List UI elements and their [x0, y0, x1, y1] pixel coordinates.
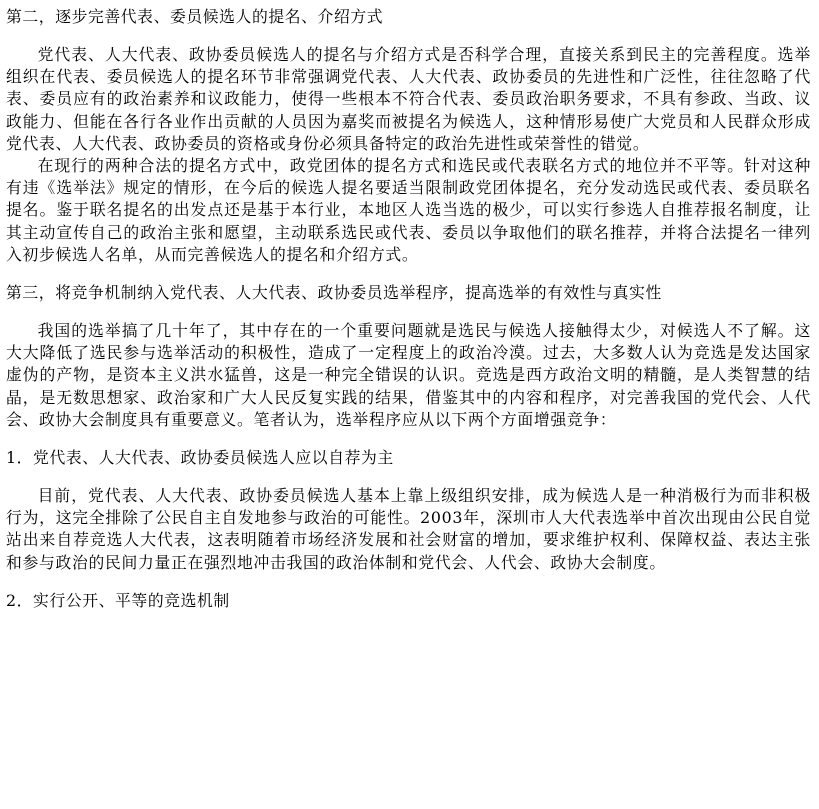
spacer — [6, 266, 811, 282]
spacer — [6, 304, 811, 320]
paragraph-2b: 在现行的两种合法的提名方式中，政党团体的提名方式和选民或代表联名方式的地位并不平等。针对这种有违《选举法》规定的情形，在今后的候选人提名要适当限制政党团体提名，充分发动选民或代表、委员联名提名。鉴于联名提名的出发点还是基于本行业，本地区人选当选的极少，可以实行参选人自推荐报名制度，让其主动宣传自己的政治主张和愿望，主动联系选民或代表、委员以争取他们的联名推荐，并将合法提名一律列入初步候选人名单，从而完善候选人的提名和介绍方式。 — [6, 156, 811, 264]
spacer — [6, 431, 811, 447]
section-heading-2: 第二，逐步完善代表、委员候选人的提名、介绍方式 — [6, 7, 384, 26]
paragraph-3a: 我国的选举搞了几十年了，其中存在的一个重要问题就是选民与候选人接触得太少，对候选人不了解。这大大降低了选民参与选举活动的积极性，造成了一定程度上的政治冷漠。过去，大多数人认为竞选是发达国家虚伪的产物，是资本主义洪水猛兽，这是一种完全错误的认识。竞选是西方政治文明的精髓，是人类智慧的结晶，是无数思想家、政治家和广大人民反复实践的结果，借鉴其中的内容和程序，对完善我国的党代会、人代会、政协大会制度具有重要意义。笔者认为，选举程序应从以下两个方面增强竞争： — [6, 321, 811, 429]
subsection-heading-3-2: 2．实行公开、平等的竞选机制 — [6, 590, 230, 610]
spacer — [6, 574, 811, 590]
paragraph-3-1: 目前，党代表、人大代表、政协委员候选人基本上靠上级组织安排，成为候选人是一种消极行为而非积极行为，这完全排除了公民自主自发地参与政治的可能性。2003年，深圳市人大代表选举中首次出现由公民自觉站出来自荐竞选人大代表，这表明随着市场经济发展和社会财富的增加，要求维护权利、保障权益、表达主张和参与政治的民间力量正在强烈地冲击我国的政治体制和党代会、人代会、政协大会制度。 — [6, 486, 811, 572]
spacer — [6, 28, 811, 44]
subsection-heading-3-1: 1．党代表、人大代表、政协委员候选人应以自荐为主 — [6, 448, 394, 468]
section-heading-3: 第三，将竞争机制纳入党代表、人大代表、政协委员选举程序，提高选举的有效性与真实性 — [6, 283, 662, 303]
spacer — [6, 469, 811, 485]
paragraph-2a: 党代表、人大代表、政协委员候选人的提名与介绍方式是否科学合理，直接关系到民主的完善程度。选举组织在代表、委员候选人的提名环节非常强调党代表、人大代表、政协委员的先进性和广泛性，往往忽略了代表、委员应有的政治素养和议政能力，使得一些根本不符合代表、委员政治职务要求，不具有参政、当政、议政能力、但能在各行各业作出贡献的人员因为嘉奖而被提名为候选人，这种情形易使广大党员和人民群众形成党代表、人大代表、政协委员的资格或身份必须具备特定的政治先进性或荣誉性的错觉。 — [6, 45, 811, 153]
